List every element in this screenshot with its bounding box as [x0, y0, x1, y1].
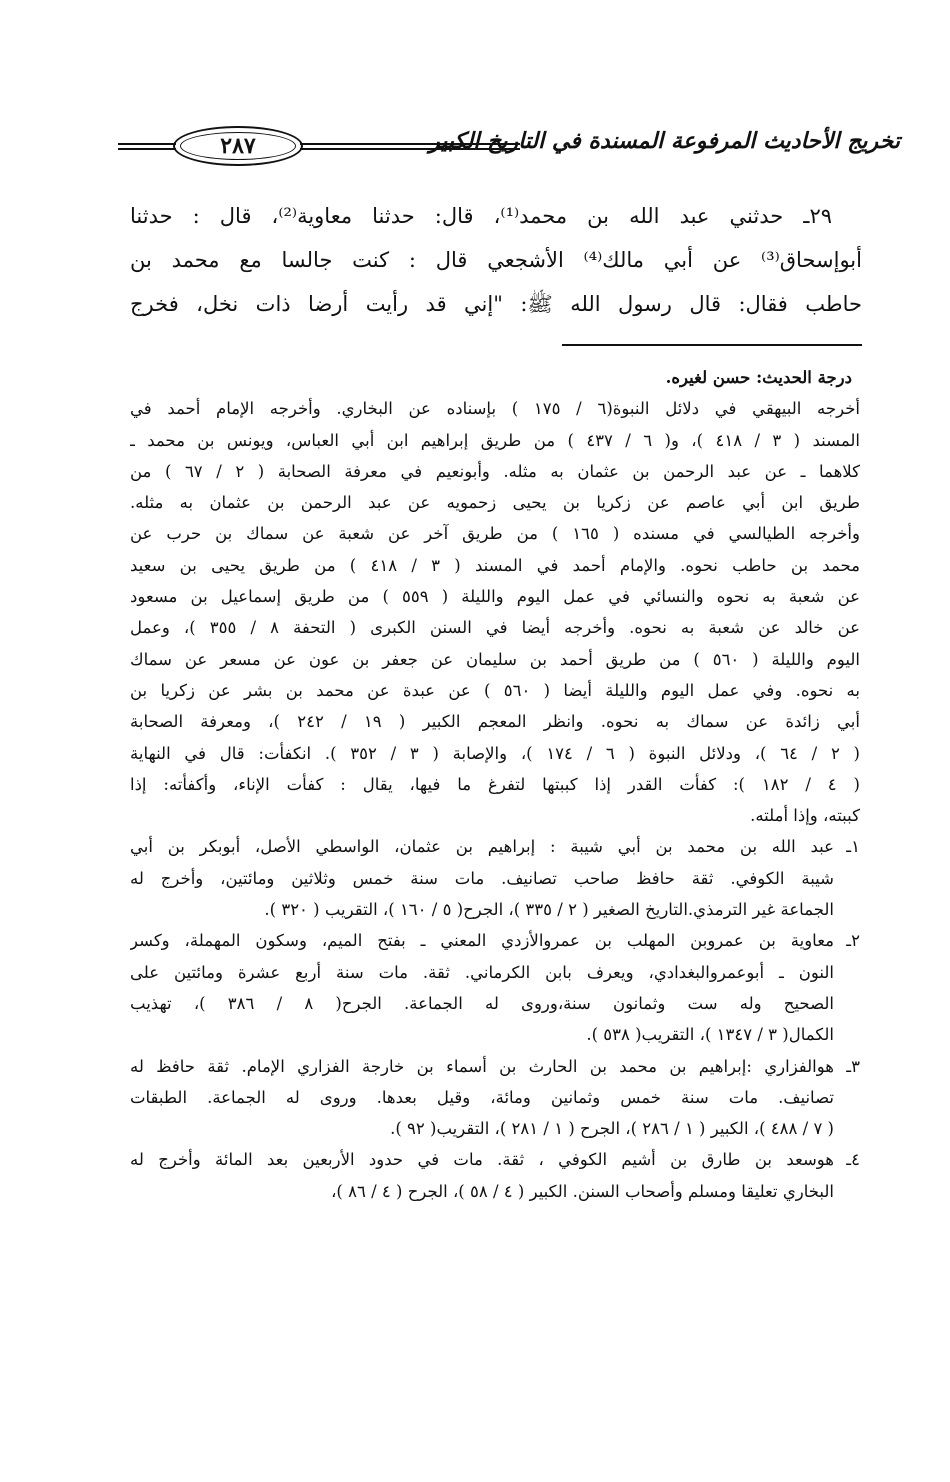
footnote-line: الكمال( ٣ / ١٣٤٧ )، التقريب( ٥٣٨ ). — [586, 1025, 834, 1045]
footnote-number: ٢ـ — [846, 931, 860, 951]
footnote-line: تصانيف. مات سنة خمس وثمانين ومائة، وقيل بعدها. وروى له الجماعة. الطبقات — [130, 1087, 834, 1107]
footnote-number: ٣ـ — [846, 1056, 860, 1076]
text-line: حاطب فقال: قال رسول الله ﷺ: "إني قد رأيت أرضا ذات نخل، فخرج — [130, 292, 862, 316]
header-rule — [300, 143, 520, 150]
footnote-line: اليوم والليلة ( ٥٦٠ ) من طريق أحمد بن سليمان عن جعفر بن عون عن مسعر عن سماك — [130, 649, 860, 669]
footnote-line: عن شعبة به نحوه والنسائي في عمل اليوم والليلة ( ٥٥٩ ) من طريق إسماعيل بن مسعود — [130, 587, 860, 607]
footnote-line: ( ٤ / ١٨٢ ): كفأت القدر إذا كببتها لتفرغ ما فيها، يقال : كفأت الإناء، وأكفأته: إذا — [130, 774, 860, 794]
footnote-item — [130, 831, 860, 925]
footnote-item — [130, 925, 860, 1050]
footnote-line: البخاري تعليقا ومسلم وأصحاب السنن. الكبير ( ٤ / ٥٨ )، الجرح ( ٤ / ٨٦ )، — [331, 1181, 834, 1201]
footnotes — [130, 362, 860, 1207]
footnote-line: به نحوه. وفي عمل اليوم والليلة أيضا ( ٥٦٠ ) عن عبدة عن محمد بن بشر عن زكريا بن — [130, 680, 860, 700]
page-number-oval — [173, 126, 303, 166]
footnote-line: وأخرجه الطيالسي في مسنده ( ١٦٥ ) من طريق آخر عن شعبة عن سماك بن حرب عن — [130, 524, 860, 544]
narrator-notes — [130, 831, 860, 1207]
footnote-line: شيبة الكوفي. ثقة حافظ صاحب تصانيف. مات سنة خمس وثلاثين ومائتين، وأخرج له — [130, 868, 834, 888]
footnote-line: أبي زائدة عن سماك به نحوه. وانظر المعجم الكبير ( ١٩ / ٢٤٢ )، ومعرفة الصحابة — [130, 712, 860, 732]
footnote-line: عن خالد عن شعبة به نحوه. وأخرجه أيضا في السنن الكبرى ( التحفة ٨ / ٣٥٥ )، وعمل — [130, 618, 860, 638]
footnote-line: طريق ابن أبي عاصم عن زكريا بن يحيى زحمويه عن عبد الرحمن بن عثمان به مثله. — [130, 493, 860, 513]
footnote-line: ( ٧ / ٤٨٨ )، الكبير ( ١ / ٢٨٦ )، الجرح ( ١ / ٢٨١ )، التقريب( ٩٢ ). — [390, 1119, 834, 1139]
footnote-line: النون ـ أبوعمروالبغدادي، ويعرف بابن الكرماني. ثقة. مات سنة أربع عشرة ومائتين على — [130, 962, 834, 982]
page-number: ٢٨٧ — [220, 133, 256, 159]
footnote-line: هوالفزاري :إبراهيم بن محمد بن الحارث بن أسماء بن خارجة الفزاري الإمام. ثقة حافظ له — [130, 1056, 834, 1076]
footnote-number: ١ـ — [846, 837, 860, 857]
footnote-line: معاوية بن عمروبن المهلب بن عمروالأزدي المعني ـ بفتح الميم، وسكون المهملة، وكسر — [130, 931, 834, 951]
footnote-line: كلاهما ـ عن عبد الرحمن بن عثمان به مثله. وأبونعيم في معرفة الصحابة ( ٢ / ٦٧ ) من — [130, 461, 860, 481]
footnote-line: هوسعد بن طارق بن أشيم الكوفي ، ثقة. مات في حدود الأربعين بعد المائة وأخرج له — [130, 1150, 834, 1170]
header-rule — [118, 143, 176, 150]
book-title: تخريج الأحاديث المرفوعة المسندة في التاريخ الكبير — [429, 128, 900, 154]
footnote-number: ٤ـ — [846, 1150, 860, 1170]
footnote-separator — [562, 344, 862, 346]
hadith-text — [130, 194, 862, 326]
footnote-item — [130, 1144, 860, 1207]
footnote-line: المسند ( ٣ / ٤١٨ )، و( ٦ / ٤٣٧ ) من طريق إبراهيم ابن أبي العباس، ويونس بن محمد ـ — [130, 430, 860, 450]
running-header — [118, 120, 900, 170]
footnote-line: ( ٢ / ٦٤ )، ودلائل النبوة ( ٦ / ١٧٤ )، والإصابة ( ٣ / ٣٥٢ ). انكفأت: قال في النهاية — [130, 743, 860, 763]
footnote-line: الصحيح وله ست وثمانون سنة،وروى له الجماعة. الجرح( ٨ / ٣٨٦ )، تهذيب — [130, 993, 834, 1013]
footnote-item — [130, 1051, 860, 1145]
footnote-line: أخرجه البيهقي في دلائل النبوة(٦ / ١٧٥ ) بإسناده عن البخاري. وأخرجه الإمام أحمد في — [130, 399, 860, 419]
takhrij-paragraph — [130, 393, 860, 831]
text-line: أبوإسحاق⁽³⁾ عن أبي مالك⁽⁴⁾ الأشجعي قال : كنت جالسا مع محمد بن — [130, 248, 862, 272]
text-line: ٢٩ـ حدثني عبد الله بن محمد⁽¹⁾، قال: حدثنا معاوية⁽²⁾، قال : حدثنا — [130, 204, 832, 228]
footnote-line: محمد بن حاطب نحوه. والإمام أحمد في المسند ( ٣ / ٤١٨ ) من طريق يحيى بن سعيد — [130, 555, 860, 575]
footnote-line: عبد الله بن محمد بن أبي شيبة : إبراهيم بن عثمان، الواسطي الأصل، أبوبكر بن أبي — [130, 837, 834, 857]
footnote-line: الجماعة غير الترمذي.التاريخ الصغير ( ٢ / ٣٣٥ )، الجرح( ٥ / ١٦٠ )، التقريب ( ٣٢٠ ). — [264, 900, 834, 920]
footnote-line: كببته، وإذا أملته. — [750, 806, 860, 826]
hadith-grade: درجة الحديث: حسن لغيره. — [665, 368, 852, 387]
